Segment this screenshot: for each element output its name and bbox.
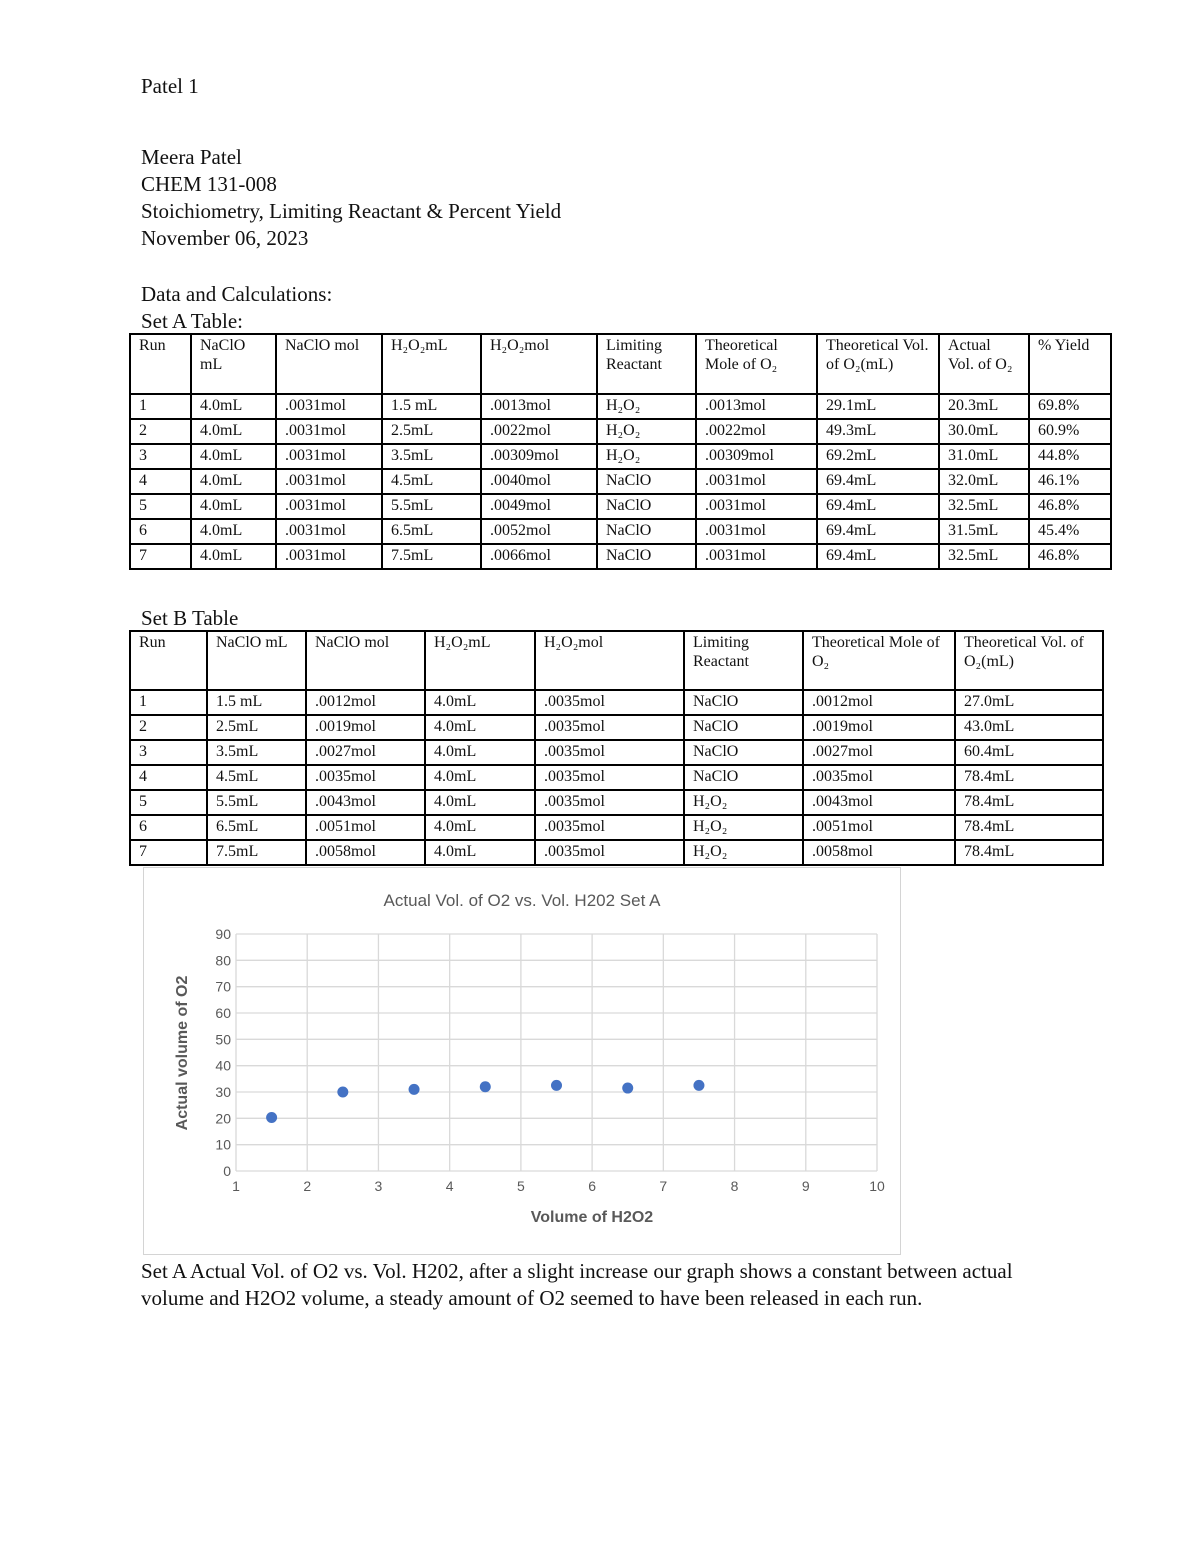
table-cell: 32.5mL [939,494,1029,519]
table-cell: H₂O₂ [684,815,803,840]
y-tick-label: 80 [215,952,231,969]
table-cell: 6.5mL [207,815,306,840]
header-cell: Theoretical Mole of O₂ [803,631,955,690]
header-cell: Limiting Reactant [684,631,803,690]
table-cell: .0043mol [803,790,955,815]
table-row [130,544,1111,569]
x-tick-label: 10 [869,1178,885,1194]
table-cell: .0051mol [306,815,425,840]
x-tick-label: 2 [303,1178,312,1194]
header-cell: % Yield [1029,334,1111,394]
table-cell: 4.0mL [425,715,535,740]
y-tick-label: 70 [215,978,231,995]
table-cell: 4.0mL [191,419,276,444]
chart-grid [236,934,877,1171]
table-cell: 46.1% [1029,469,1111,494]
table-cell: 60.9% [1029,419,1111,444]
x-tick-label: 7 [659,1178,668,1194]
table-cell: 32.0mL [939,469,1029,494]
table-cell: 4.0mL [425,840,535,865]
table-cell: 49.3mL [817,419,939,444]
table-cell: .0012mol [803,690,955,715]
header-cell: NaClO mL [191,334,276,394]
table-cell: .0035mol [535,715,684,740]
table-cell: .0031mol [276,469,382,494]
table-cell: 1.5 mL [207,690,306,715]
table-cell: NaClO [597,494,696,519]
table-cell: .0035mol [306,765,425,790]
table-cell: 46.8% [1029,544,1111,569]
table-cell: 1.5 mL [382,394,481,419]
table-cell: NaClO [684,765,803,790]
data-point [551,1080,562,1091]
data-point [480,1081,491,1092]
table-cell: 4.0mL [191,444,276,469]
table-cell: .0035mol [535,815,684,840]
table-cell: NaClO [684,715,803,740]
table-cell: 7 [130,840,207,865]
header-cell: NaClO mol [276,334,382,394]
table-cell: 29.1mL [817,394,939,419]
data-point [693,1080,704,1091]
table-cell: 2.5mL [382,419,481,444]
table-row [130,494,1111,519]
table-cell: 4.0mL [425,815,535,840]
table-cell: 78.4mL [955,790,1103,815]
table-cell: 45.4% [1029,519,1111,544]
header-cell: Theoretical Vol. of O₂(mL) [817,334,939,394]
x-tick-label: 3 [374,1178,383,1194]
y-tick-label: 60 [215,1005,231,1021]
table-cell: 4.0mL [425,740,535,765]
author-name: Meera Patel [141,145,242,169]
table-row [130,469,1111,494]
section-heading: Data and Calculations: [141,282,333,306]
table-row [130,419,1111,444]
table-cell: 31.0mL [939,444,1029,469]
table-cell: .0031mol [276,494,382,519]
table-cell: .0022mol [696,419,817,444]
table-cell: .0043mol [306,790,425,815]
table-cell: 5.5mL [207,790,306,815]
table-cell: H₂O₂ [684,790,803,815]
set-a-label: Set A Table: [141,309,243,333]
header-cell: H₂O₂mL [382,334,481,394]
table-cell: 4.0mL [425,690,535,715]
x-tick-label: 8 [730,1178,739,1194]
table-cell: 4 [130,765,207,790]
table-cell: 3.5mL [207,740,306,765]
table-cell: 4.0mL [425,765,535,790]
data-point [337,1087,348,1098]
table-cell: .0035mol [535,690,684,715]
table-cell: 4.0mL [191,394,276,419]
y-tick-label: 30 [215,1084,231,1100]
chart-caption: Set A Actual Vol. of O2 vs. Vol. H202, after a slight increase our graph shows a constant between actual volume and H2O2 volume, a steady amount of O2 seemed to have been released in each run. [141,1259,1013,1310]
table-cell: .0052mol [481,519,597,544]
table-cell: 2 [130,419,191,444]
table-cell: 1 [130,394,191,419]
table-cell: 32.5mL [939,544,1029,569]
table-header-row [130,334,1111,394]
table-cell: 60.4mL [955,740,1103,765]
table-row [130,840,1103,865]
chart-points [266,1080,704,1123]
table-cell: 3 [130,740,207,765]
table-cell: .0049mol [481,494,597,519]
table-cell: .0058mol [306,840,425,865]
table-row [130,815,1103,840]
chart-ticks [215,926,885,1194]
y-tick-label: 50 [215,1031,231,1048]
table-cell: .0012mol [306,690,425,715]
table-cell: H₂O₂ [597,394,696,419]
header-cell: Limiting Reactant [597,334,696,394]
table-cell: .0019mol [803,715,955,740]
header-cell: Run [130,334,191,394]
table-cell: NaClO [597,544,696,569]
table-row [130,394,1111,419]
table-cell: .0031mol [696,469,817,494]
x-tick-label: 6 [588,1178,597,1194]
header-cell: Theoretical Mole of O₂ [696,334,817,394]
table-cell: 4.0mL [191,519,276,544]
table-cell: NaClO [684,740,803,765]
table-cell: 20.3mL [939,394,1029,419]
table-cell: .0035mol [535,765,684,790]
table-cell: .0031mol [696,544,817,569]
page-header: Patel 1 [141,74,199,98]
set-a-table-body [130,394,1111,569]
table-cell: 7.5mL [207,840,306,865]
table-cell: 2 [130,715,207,740]
table-cell: .0031mol [276,544,382,569]
table-cell: 4.0mL [191,544,276,569]
header-cell: Run [130,631,207,690]
x-tick-label: 4 [445,1178,454,1194]
table-row [130,740,1103,765]
table-cell: .0031mol [696,519,817,544]
table-cell: 69.4mL [817,544,939,569]
table-cell: 69.4mL [817,494,939,519]
table-cell: 31.5mL [939,519,1029,544]
table-row [130,690,1103,715]
table-row [130,790,1103,815]
table-cell: 27.0mL [955,690,1103,715]
table-cell: .0027mol [306,740,425,765]
table-row [130,765,1103,790]
table-cell: 78.4mL [955,815,1103,840]
table-cell: 3 [130,444,191,469]
table-cell: 6 [130,519,191,544]
table-cell: 7 [130,544,191,569]
table-cell: 4.0mL [191,469,276,494]
y-tick-label: 0 [223,1163,231,1179]
table-cell: 3.5mL [382,444,481,469]
table-cell: .00309mol [696,444,817,469]
y-tick-label: 20 [215,1110,231,1127]
table-cell: NaClO [684,690,803,715]
table-cell: 5.5mL [382,494,481,519]
table-cell: 2.5mL [207,715,306,740]
table-cell: .0035mol [535,790,684,815]
header-cell: Theoretical Vol. of O₂(mL) [955,631,1103,690]
course-code: CHEM 131-008 [141,172,277,196]
y-tick-label: 90 [215,926,231,942]
table-cell: .0031mol [276,444,382,469]
header-cell: H₂O₂mol [535,631,684,690]
set-b-label: Set B Table [141,606,239,630]
table-cell: .0040mol [481,469,597,494]
header-cell: NaClO mol [306,631,425,690]
table-cell: 44.8% [1029,444,1111,469]
table-cell: .0019mol [306,715,425,740]
table-cell: .0013mol [481,394,597,419]
table-cell: 69.2mL [817,444,939,469]
table-cell: .0031mol [276,519,382,544]
data-point [622,1083,633,1094]
table-cell: 78.4mL [955,765,1103,790]
document-title: Stoichiometry, Limiting Reactant & Percent Yield [141,199,562,223]
header-cell: NaClO mL [207,631,306,690]
chart-title: Actual Vol. of O2 vs. Vol. H202 Set A [383,891,661,910]
table-row [130,519,1111,544]
table-cell: 69.4mL [817,519,939,544]
table-cell: .0031mol [276,419,382,444]
table-cell: 5 [130,790,207,815]
table-cell: 43.0mL [955,715,1103,740]
table-cell: .0031mol [276,394,382,419]
set-a-table [129,333,1112,570]
table-cell: .0035mol [535,740,684,765]
header-cell: H₂O₂mol [481,334,597,394]
x-tick-label: 1 [232,1178,240,1194]
table-row [130,715,1103,740]
scatter-chart [143,867,901,1255]
x-axis-label: Volume of H2O2 [530,1209,654,1226]
table-cell: .0022mol [481,419,597,444]
y-axis-label: Actual volume of O2 [174,975,191,1131]
table-cell: .00309mol [481,444,597,469]
table-cell: 4 [130,469,191,494]
table-cell: 69.8% [1029,394,1111,419]
set-b-table [129,630,1104,866]
table-cell: .0031mol [696,494,817,519]
chart-svg [144,868,900,1254]
table-header-row [130,631,1103,690]
table-cell: H₂O₂ [597,444,696,469]
table-cell: NaClO [597,469,696,494]
document-date: November 06, 2023 [141,226,309,250]
table-cell: 5 [130,494,191,519]
table-row [130,444,1111,469]
table-cell: .0013mol [696,394,817,419]
table-cell: 4.0mL [425,790,535,815]
table-cell: .0035mol [535,840,684,865]
table-cell: .0035mol [803,765,955,790]
table-cell: 78.4mL [955,840,1103,865]
table-cell: H₂O₂ [597,419,696,444]
table-cell: 4.5mL [207,765,306,790]
x-tick-label: 5 [516,1178,525,1194]
table-cell: 69.4mL [817,469,939,494]
y-tick-label: 40 [215,1057,231,1074]
x-tick-label: 9 [801,1178,810,1194]
table-cell: NaClO [597,519,696,544]
table-cell: 4.5mL [382,469,481,494]
data-point [409,1084,420,1095]
data-point [266,1112,277,1123]
table-cell: 30.0mL [939,419,1029,444]
table-cell: .0051mol [803,815,955,840]
table-cell: 6 [130,815,207,840]
table-cell: .0066mol [481,544,597,569]
table-cell: 6.5mL [382,519,481,544]
table-cell: 1 [130,690,207,715]
set-b-table-body [130,690,1103,865]
table-cell: .0058mol [803,840,955,865]
y-tick-label: 10 [215,1136,231,1153]
table-cell: .0027mol [803,740,955,765]
header-cell: H₂O₂mL [425,631,535,690]
table-cell: 4.0mL [191,494,276,519]
table-cell: H₂O₂ [684,840,803,865]
table-cell: 7.5mL [382,544,481,569]
header-cell: Actual Vol. of O₂ [939,334,1029,394]
table-cell: 46.8% [1029,494,1111,519]
